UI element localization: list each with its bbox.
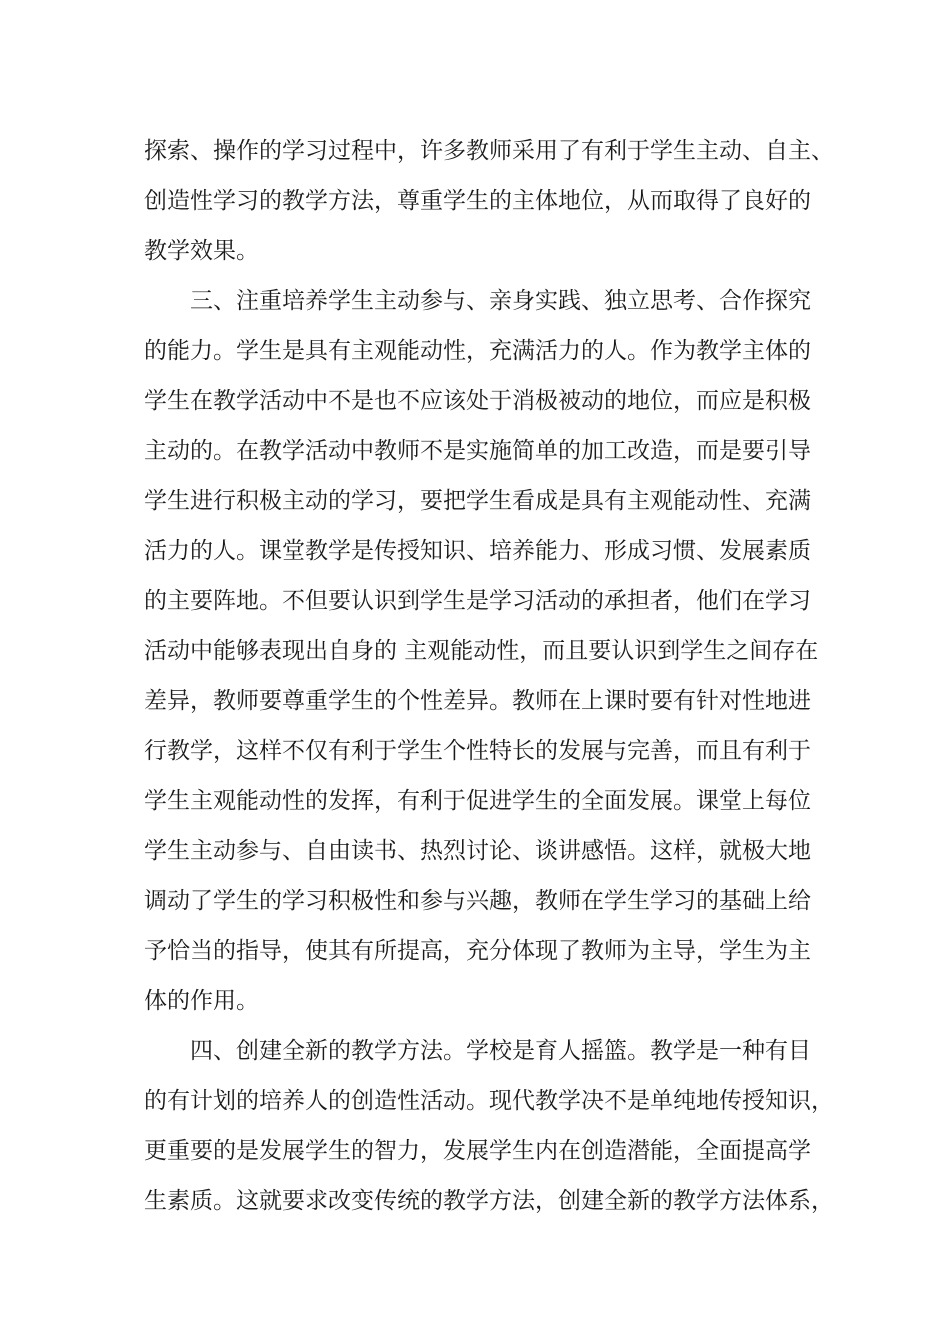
text-line: 行教学，这样不仅有利于学生个性特长的发展与完善，而且有利于 bbox=[144, 738, 811, 764]
body-text bbox=[144, 126, 834, 1226]
text-line: 活力的人。课堂教学是传授知识、培养能力、形成习惯、发展素质 bbox=[144, 538, 811, 564]
text-line: 予恰当的指导，使其有所提高，充分体现了教师为主导，学生为主 bbox=[144, 938, 811, 964]
section-heading-line: 三、注重培养学生主动参与、亲身实践、独立思考、合作探究 bbox=[190, 288, 811, 314]
text-line: 学生主观能动性的发挥，有利于促进学生的全面发展。课堂上每位 bbox=[144, 788, 811, 814]
text-line: 的主要阵地。不但要认识到学生是学习活动的承担者，他们在学习 bbox=[144, 588, 811, 614]
text-line: 调动了学生的学习积极性和参与兴趣，教师在学生学习的基础上给 bbox=[144, 888, 811, 914]
text-line: 学生进行积极主动的学习，要把学生看成是具有主观能动性、充满 bbox=[144, 488, 811, 514]
text-line: 探索、操作的学习过程中，许多教师采用了有利于学生主动、自主、 bbox=[144, 138, 834, 164]
text-line: 体的作用。 bbox=[144, 988, 259, 1014]
text-line: 生素质。这就要求改变传统的教学方法，创建全新的教学方法体系， bbox=[144, 1188, 834, 1214]
text-line: 的能力。学生是具有主观能动性，充满活力的人。作为教学主体的 bbox=[144, 338, 811, 364]
section-heading-line: 四、创建全新的教学方法。学校是育人摇篮。教学是一种有目 bbox=[190, 1038, 811, 1064]
text-line: 教学效果。 bbox=[144, 238, 259, 264]
text-line: 学生在教学活动中不是也不应该处于消极被动的地位，而应是积极 bbox=[144, 388, 811, 414]
text-line: 差异，教师要尊重学生的个性差异。教师在上课时要有针对性地进 bbox=[144, 688, 811, 714]
text-line: 更重要的是发展学生的智力，发展学生内在创造潜能，全面提高学 bbox=[144, 1138, 811, 1164]
text-line: 主动的。在教学活动中教师不是实施简单的加工改造，而是要引导 bbox=[144, 438, 811, 464]
text-line: 学生主动参与、自由读书、热烈讨论、谈讲感悟。这样，就极大地 bbox=[144, 838, 811, 864]
text-line: 的有计划的培养人的创造性活动。现代教学决不是单纯地传授知识， bbox=[144, 1088, 834, 1114]
text-line: 活动中能够表现出自身的 主观能动性，而且要认识到学生之间存在 bbox=[144, 638, 819, 664]
text-line: 创造性学习的教学方法，尊重学生的主体地位，从而取得了良好的 bbox=[144, 188, 811, 214]
